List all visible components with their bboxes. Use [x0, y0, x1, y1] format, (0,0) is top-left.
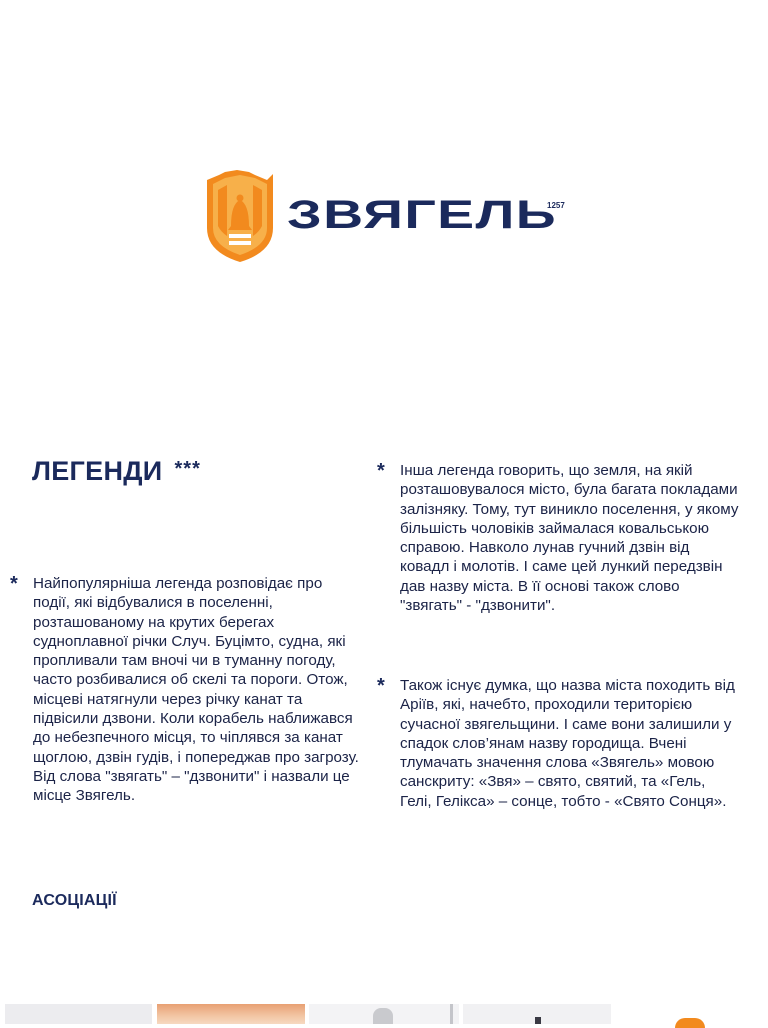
- association-image-5[interactable]: [615, 1004, 768, 1024]
- bullet-star-icon: *: [377, 675, 385, 697]
- bullet-star-icon: *: [377, 460, 385, 482]
- legend-text-3: Також існує думка, що назва міста походить від Аріїв, які, начебто, проходили територією сучасної звягельщини. І саме вони залишили у спадок слов’янам назву городища. Вчені тлумачать значення слова «Звягель» мовою санскриту: «Звя» – свято, святий, та «Гель, Гелі, Гелікса» – сонце, тобто - «Свято Сонця».: [400, 677, 735, 810]
- wordmark: ЗВЯГЕЛЬ: [287, 193, 557, 237]
- brand-logo: [203, 170, 573, 262]
- legends-heading: [32, 456, 201, 487]
- legend-paragraph-3: [377, 675, 740, 811]
- associations-gallery: [0, 1004, 768, 1024]
- bullet-star-icon: *: [10, 573, 18, 595]
- founding-year: 1257: [547, 201, 565, 210]
- legend-text-2: Інша легенда говорить, що земля, на якій розташовувалося місто, була багата покладами залізняку. Тому, тут виникло поселення, у якому більшість чоловіків займалася ковальською справою. Навколо лунав гучний дзвін від ковадл і молотів. І саме цей лункий передзвін дав назву міста. В її основі також слово "звягать" - "дзвонити".: [400, 462, 739, 615]
- image-shape: [373, 1008, 393, 1024]
- association-image-3[interactable]: [309, 1004, 459, 1024]
- image-shape: [535, 1017, 541, 1024]
- bell-shield-icon: [207, 170, 273, 262]
- legend-text-1: Найпопулярніша легенда розповідає про події, які відбувалися в поселенні, розташованому на крутих берегах судноплавної річки Случ. Буцімто, судна, які пропливали там вночі чи в туманну погоду, часто розбивалися об скелі та пороги. Отож, місцеві натягнули через річку канат та підвісили дзвони. Коли корабель наближався до небезпечного місця, то чіплявся за канат щоглою, дзвін гудів, і попереджав про загрозу. Від слова "звягать" – "дзвонити" і назвали це місце Звягель.: [33, 575, 359, 805]
- image-shape: [450, 1004, 453, 1024]
- legend-paragraph-1: [10, 573, 363, 806]
- legends-heading-stars: ***: [174, 458, 201, 480]
- legends-heading-text: ЛЕГЕНДИ: [32, 456, 163, 486]
- association-image-4[interactable]: [463, 1004, 611, 1024]
- image-shape: [675, 1018, 705, 1028]
- association-image-2[interactable]: [157, 1004, 305, 1024]
- associations-heading: АСОЦІАЦІЇ: [32, 892, 117, 909]
- association-image-1[interactable]: [5, 1004, 152, 1024]
- legend-paragraph-2: [377, 460, 740, 615]
